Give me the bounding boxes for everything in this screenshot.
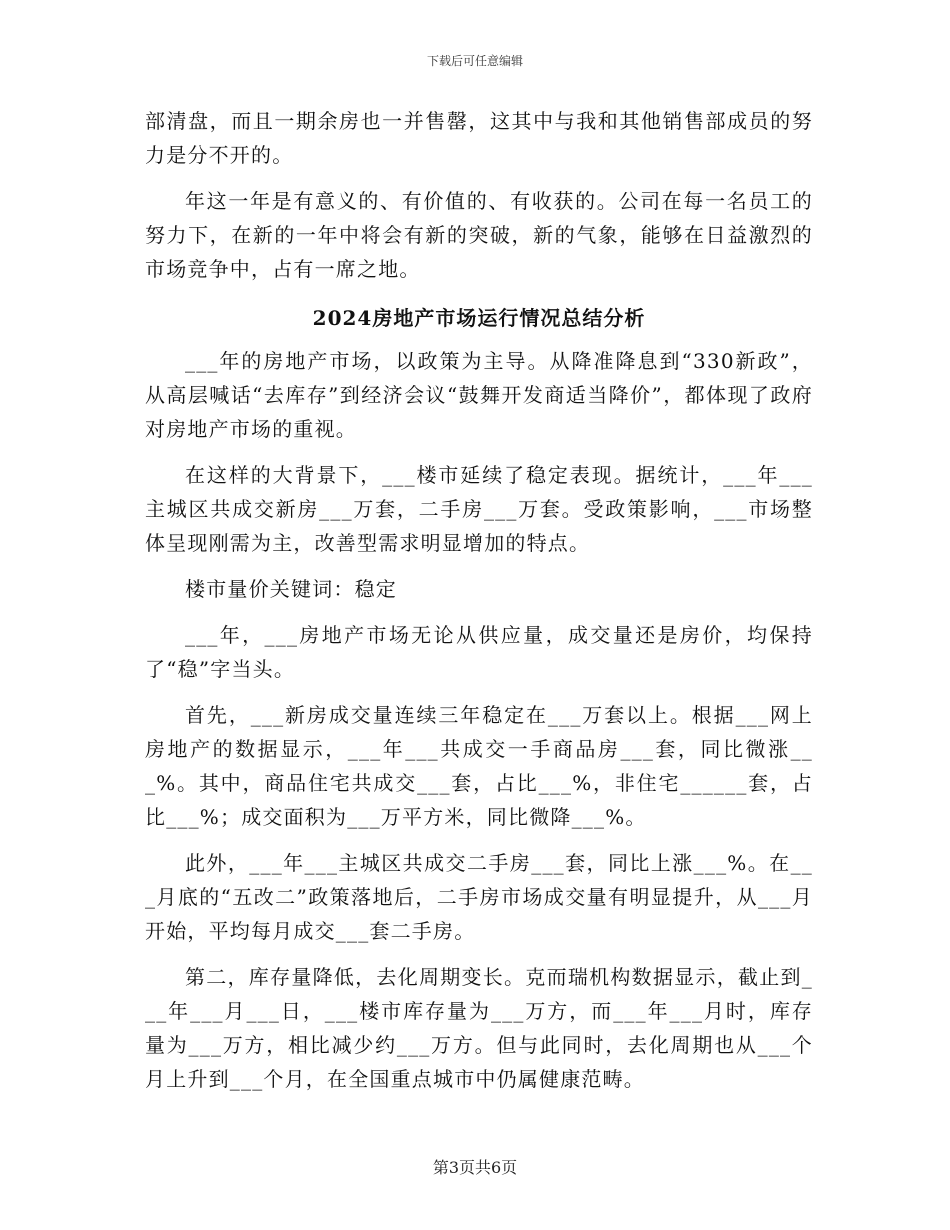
paragraph-policy: ___年的房地产市场，以政策为主导。从降准降息到“330新政”，从高层喊话“去库存”到经济会议“鼓舞开发商适当降价”，都体现了政府对房地产市场的重视。 [145, 349, 813, 441]
paragraph-new-housing: 首先，___新房成交量连续三年稳定在___万套以上。根据___网上房地产的数据显示，___年___共成交一手商品房___套，同比微涨___%。其中，商品住宅共成交___套，占比___%，非住宅______套，占比___%；成交面积为___万平方米，同比微降___%。 [145, 703, 813, 829]
paragraph-keyword: 楼市量价关键词：稳定 [185, 577, 397, 601]
paragraph-year-summary: 年这一年是有意义的、有价值的、有收获的。公司在每一名员工的努力下，在新的一年中将会有新的突破，新的气象，能够在日益激烈的市场竞争中，占有一席之地。 [145, 189, 813, 281]
paragraph-second-hand: 此外，___年___主城区共成交二手房___套，同比上涨___%。在___月底的“五改二”政策落地后，二手房市场成交量有明显提升，从___月开始，平均每月成交___套二手房。 [145, 851, 813, 943]
section-title: 2024房地产市场运行情况总结分析 [312, 306, 646, 330]
page-number: 第3页共6页 [432, 1158, 518, 1177]
paragraph-background: 在这样的大背景下，___楼市延续了稳定表现。据统计，___年___主城区共成交新房___万套，二手房___万套。受政策影响，___市场整体呈现刚需为主，改善型需求明显增加的特点。 [145, 463, 813, 555]
document-body [145, 104, 813, 1108]
paragraph-continued: 部清盘，而且一期余房也一并售罄，这其中与我和其他销售部成员的努力是分不开的。 [145, 109, 813, 167]
page-header: 下载后可任意编辑 [426, 54, 523, 68]
paragraph-stable: ___年，___房地产市场无论从供应量，成交量还是房价，均保持了“稳”字当头。 [145, 623, 813, 681]
paragraph-inventory: 第二，库存量降低，去化周期变长。克而瑞机构数据显示，截止到___年___月___日，___楼市库存量为___万方，而___年___月时，库存量为___万方，相比减少约___万方。但与此同时，去化周期也从___个月上升到___个月，在全国重点城市中仍属健康范畴。 [145, 965, 813, 1091]
